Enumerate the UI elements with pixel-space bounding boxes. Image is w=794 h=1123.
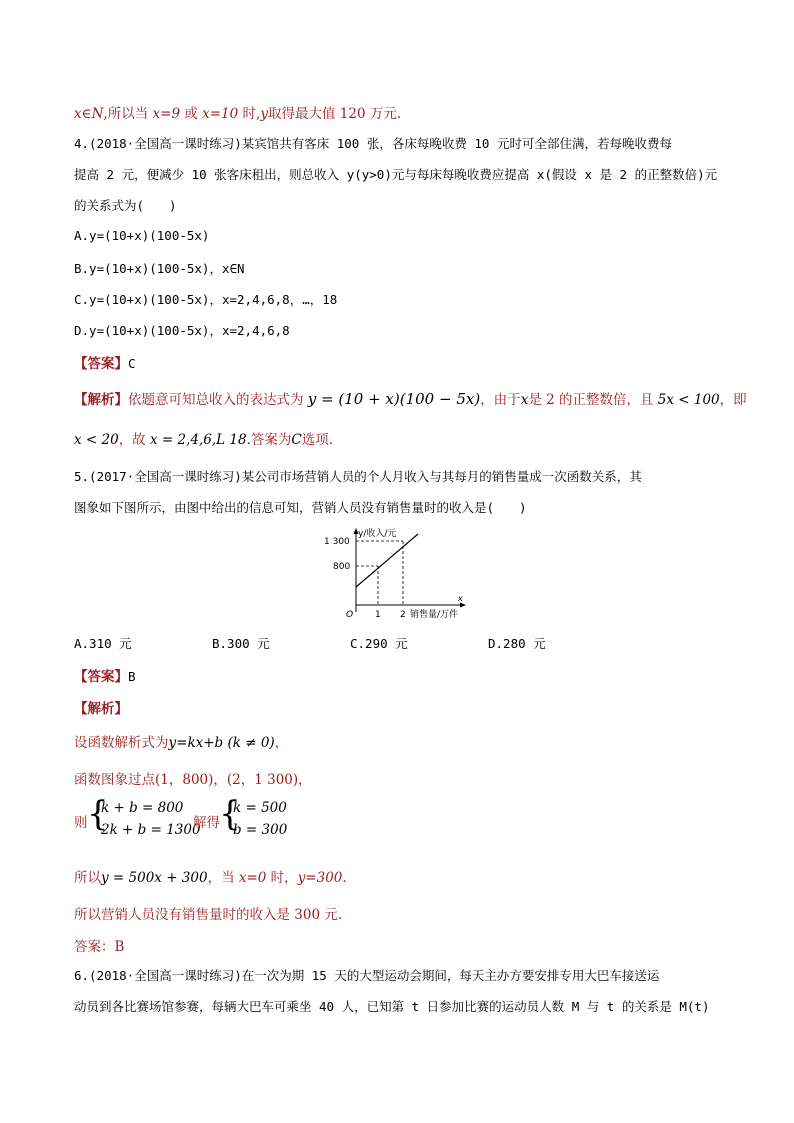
q5-analysis-label: 【解析】 (74, 701, 128, 717)
q5-solution-step1: 设函数解析式为y=kx+b (k ≠ 0)， (74, 735, 289, 751)
q4-option-c: C.y=(10+x)(100-5x)，x=2,4,6,8，…，18 (74, 292, 338, 307)
q5-option-d: D.280 元 (488, 636, 546, 651)
q5-solution-answer: 答案：B (74, 939, 125, 955)
q5-system2-eq2: b = 300 (233, 822, 288, 838)
q4-income-formula: y = (10 + x)(100 − 5x) (307, 390, 481, 408)
q5-solution-conclusion: 所以营销人员没有销售量时的收入是 300 元. (74, 907, 343, 923)
q5-stem-line1: 5.(2017·全国高一课时练习)某公司市场营销人员的个人月收入与其每月的销售量成一次函数关系，其 (74, 469, 642, 484)
q4-stem-line2: 提高 2 元，便减少 10 张客床租出，则总收入 y(y>0)元与每床每晚收费应提高 x(假设 x 是 2 的正整数倍)元 (74, 167, 718, 182)
x-tick-1: 1 (375, 610, 381, 620)
q5-option-b: B.300 元 (212, 636, 270, 651)
x-axis-label: 销售量/万件 (410, 610, 459, 620)
q5-system1-eq1: k + b = 800 (101, 800, 184, 816)
q4-analysis-line2: x < 20，故 x = 2,4,6,L 18.答案为C选项. (74, 432, 334, 448)
q5-ze-label: 则 (74, 815, 88, 831)
q5-option-c: C.290 元 (350, 636, 408, 651)
q5-system1-eq2: 2k + b = 1300 (101, 822, 201, 838)
q5-solution-step4: 所以y = 500x + 300，当 x=0 时，y=300. (74, 870, 347, 886)
q5-system2-eq1: k = 500 (233, 800, 287, 816)
prev-solution-conclusion: x∈N,所以当 x=9 或 x=10 时,y取得最大值 120 万元. (74, 106, 402, 122)
left-brace-icon: { (87, 794, 109, 834)
y-axis-label: y/收入/元 (358, 529, 397, 539)
q5-solution-step2: 函数图象过点(1，800)，(2，1 300)， (74, 772, 312, 788)
q5-income-graph (322, 526, 482, 621)
q5-option-a: A.310 元 (74, 636, 132, 651)
x-axis-var: x (458, 594, 463, 603)
q5-jiede-label: 解得 (193, 815, 220, 831)
q4-analysis-line1: 【解析】依题意可知总收入的表达式为 y = (10 + x)(100 − 5x)，由于x是 2 的正整数倍，且 5x < 100，即 (74, 390, 747, 408)
q6-stem-line1: 6.(2018·全国高一课时练习)在一次为期 15 天的大型运动会期间，每天主办方要安排专用大巴车接送运 (74, 968, 660, 983)
y-tick-1300: 1 300 (324, 537, 350, 547)
q4-stem-line3: 的关系式为( ) (74, 198, 177, 213)
left-brace-icon: { (219, 794, 241, 834)
q5-stem-line2: 图象如下图所示，由图中给出的信息可知，营销人员没有销售量时的收入是( ) (74, 500, 527, 515)
set-membership: x∈N (74, 106, 104, 122)
q6-stem-line2: 动员到各比赛场馆参赛，每辆大巴车可乘坐 40 人，已知第 t 日参加比赛的运动员人数 M 与 t 的关系是 M(t) (74, 999, 710, 1014)
q4-option-d: D.y=(10+x)(100-5x)，x=2,4,6,8 (74, 323, 290, 338)
income-function-line (356, 534, 418, 587)
q5-answer: 【答案】B (74, 669, 136, 685)
origin-label: O (346, 610, 354, 620)
y-tick-800: 800 (333, 562, 351, 572)
q4-answer: 【答案】C (74, 356, 136, 372)
x-axis-arrow-icon (460, 603, 466, 608)
q4-stem-line1: 4.(2018·全国高一课时练习)某宾馆共有客床 100 张，各床每晚收费 10 元时可全部住满，若每晚收费每 (74, 136, 672, 151)
x-tick-2: 2 (400, 610, 406, 620)
q4-option-a: A.y=(10+x)(100-5x) (74, 228, 210, 243)
q4-option-b: B.y=(10+x)(100-5x)，x∈N (74, 261, 245, 276)
